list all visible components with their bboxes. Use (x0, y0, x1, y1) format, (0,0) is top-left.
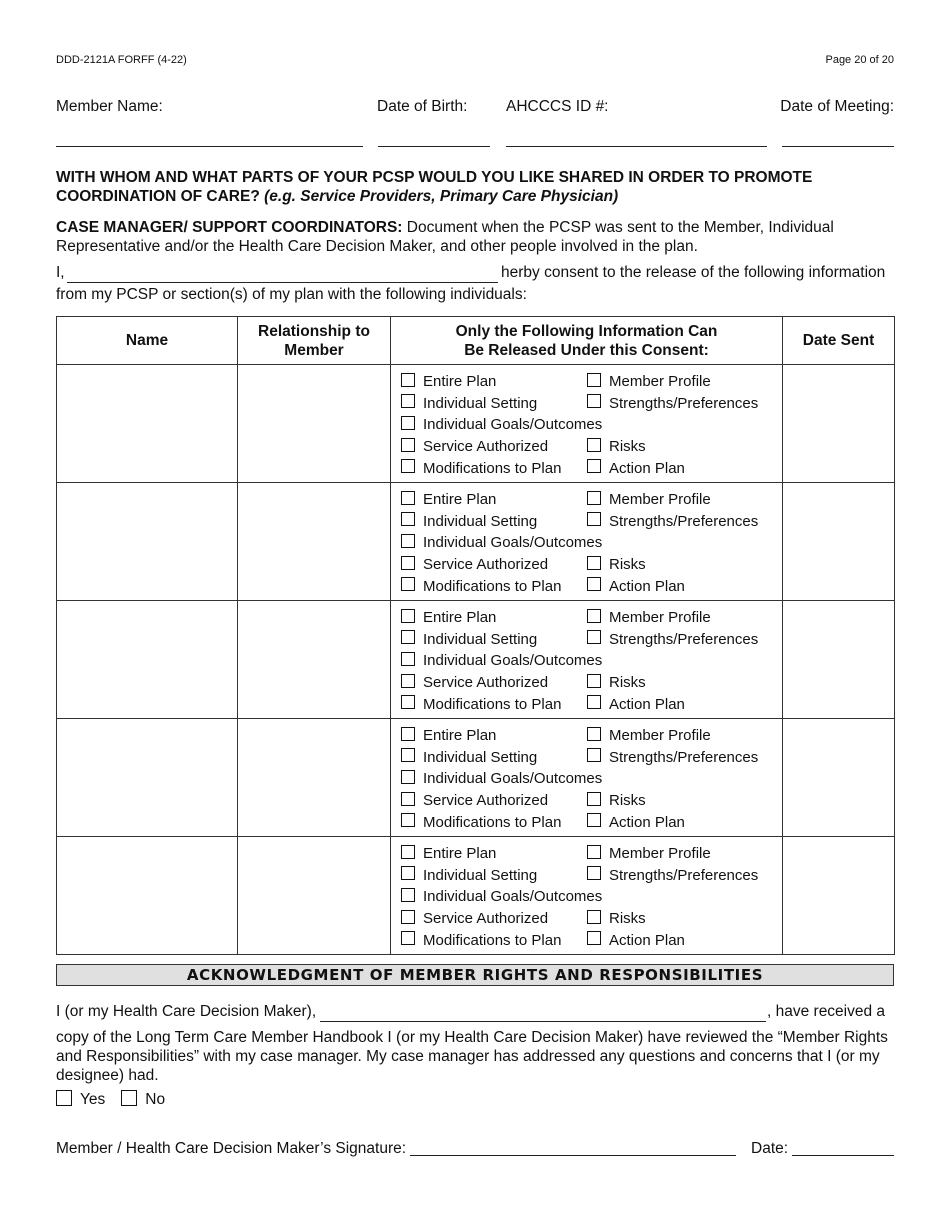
option-strengths-preferences[interactable]: Strengths/Preferences (587, 867, 758, 884)
option-modifications[interactable]: Modifications to Plan (401, 460, 587, 477)
option-strengths-preferences[interactable]: Strengths/Preferences (587, 513, 758, 530)
option-member-profile[interactable]: Member Profile (587, 491, 711, 508)
option-entire-plan[interactable]: Entire Plan (401, 373, 587, 390)
name-cell[interactable] (57, 483, 238, 601)
option-member-profile[interactable]: Member Profile (587, 727, 711, 744)
checkbox[interactable] (401, 394, 415, 408)
option-entire-plan[interactable]: Entire Plan (401, 845, 587, 862)
option-individual-goals[interactable]: Individual Goals/Outcomes (401, 416, 602, 433)
checkbox[interactable] (401, 609, 415, 623)
checkbox[interactable] (587, 792, 601, 806)
checkbox[interactable] (587, 459, 601, 473)
option-action-plan[interactable]: Action Plan (587, 932, 685, 949)
ahcccs-id-field[interactable] (506, 146, 767, 147)
option-service-authorized[interactable]: Service Authorized (401, 792, 587, 809)
checkbox[interactable] (401, 438, 415, 452)
option-risks[interactable]: Risks (587, 674, 646, 691)
option-member-profile[interactable]: Member Profile (587, 373, 711, 390)
table-header-row (57, 317, 895, 365)
relationship-cell[interactable] (238, 837, 391, 955)
checkbox[interactable] (587, 491, 601, 505)
consent-suffix: herby consent to the release of the following information (501, 264, 886, 281)
checkbox[interactable] (401, 866, 415, 880)
info-cell (391, 837, 783, 955)
checkbox[interactable] (401, 888, 415, 902)
option-individual-goals[interactable]: Individual Goals/Outcomes (401, 888, 602, 905)
option-risks[interactable]: Risks (587, 910, 646, 927)
checkbox[interactable] (401, 512, 415, 526)
header-relationship-line1: Relationship to (258, 322, 370, 340)
decision-maker-name-field[interactable] (320, 1021, 766, 1022)
form-id: DDD-2121A FORFF (4-22) (56, 54, 187, 66)
checkbox[interactable] (401, 695, 415, 709)
option-action-plan[interactable]: Action Plan (587, 814, 685, 831)
option-action-plan[interactable]: Action Plan (587, 460, 685, 477)
option-service-authorized[interactable]: Service Authorized (401, 438, 587, 455)
member-name-label: Member Name: (56, 98, 163, 115)
date-of-meeting-label: Date of Meeting: (780, 98, 894, 115)
checkbox[interactable] (401, 792, 415, 806)
checkbox[interactable] (587, 845, 601, 859)
option-modifications[interactable]: Modifications to Plan (401, 932, 587, 949)
no-option[interactable] (121, 1091, 165, 1109)
consent-prefix: I, (56, 264, 65, 281)
info-cell (391, 483, 783, 601)
info-cell (391, 601, 783, 719)
checkbox[interactable] (401, 727, 415, 741)
signature-field[interactable] (410, 1155, 736, 1156)
no-label: No (145, 1091, 166, 1108)
option-individual-setting[interactable]: Individual Setting (401, 395, 587, 412)
header-info (391, 317, 783, 365)
table-row (57, 837, 895, 955)
info-cell (391, 365, 783, 483)
ack-body: copy of the Long Term Care Member Handbook I (or my Health Care Decision Maker) have reviewed the “Member Rights and Responsibilities” with my case manager. My case manager has addressed any questions and concerns that I (or my designee) had. (56, 1029, 888, 1084)
signature-date-field[interactable] (792, 1155, 894, 1156)
case-manager-label: CASE MANAGER/ SUPPORT COORDINATORS: (56, 219, 403, 236)
checkbox[interactable] (587, 373, 601, 387)
consent-table (56, 316, 895, 955)
option-individual-setting[interactable]: Individual Setting (401, 749, 587, 766)
checkbox[interactable] (401, 910, 415, 924)
ahcccs-id-label: AHCCCS ID #: (506, 98, 609, 115)
option-member-profile[interactable]: Member Profile (587, 609, 711, 626)
signature-date-label: Date: (751, 1140, 789, 1157)
checkbox[interactable] (401, 845, 415, 859)
option-service-authorized[interactable]: Service Authorized (401, 556, 587, 573)
date-sent-cell[interactable] (783, 719, 895, 837)
checkbox[interactable] (401, 630, 415, 644)
sharing-question-text: WITH WHOM AND WHAT PARTS OF YOUR PCSP WOULD YOU LIKE SHARED IN ORDER TO PROMOTE COORDINATION OF CARE? (56, 169, 813, 205)
option-individual-goals[interactable]: Individual Goals/Outcomes (401, 652, 602, 669)
option-entire-plan[interactable]: Entire Plan (401, 491, 587, 508)
option-modifications[interactable]: Modifications to Plan (401, 696, 587, 713)
option-individual-goals[interactable]: Individual Goals/Outcomes (401, 770, 602, 787)
sharing-question-example: (e.g. Service Providers, Primary Care Physician) (264, 188, 619, 205)
yes-option[interactable] (56, 1091, 105, 1109)
checkbox[interactable] (587, 512, 601, 526)
header-name: Name (57, 317, 238, 365)
checkbox[interactable] (587, 813, 601, 827)
header-relationship (238, 317, 391, 365)
checkbox[interactable] (587, 394, 601, 408)
checkbox[interactable] (401, 770, 415, 784)
option-individual-setting[interactable]: Individual Setting (401, 513, 587, 530)
option-action-plan[interactable]: Action Plan (587, 578, 685, 595)
date-of-birth-label: Date of Birth: (377, 98, 468, 115)
signature-label: Member / Health Care Decision Maker’s Signature: (56, 1140, 407, 1157)
option-individual-setting[interactable]: Individual Setting (401, 631, 587, 648)
option-action-plan[interactable]: Action Plan (587, 696, 685, 713)
option-entire-plan[interactable]: Entire Plan (401, 727, 587, 744)
option-risks[interactable]: Risks (587, 438, 646, 455)
name-cell[interactable] (57, 601, 238, 719)
table-row (57, 601, 895, 719)
case-manager-text: Document when the PCSP was sent to the Member, Individual Representative and/or the Health Care Decision Maker, and other people involved in the plan. (56, 219, 834, 255)
table-row (57, 719, 895, 837)
checkbox[interactable] (587, 910, 601, 924)
case-manager-note (56, 218, 896, 256)
checkbox[interactable] (401, 373, 415, 387)
name-cell[interactable] (57, 719, 238, 837)
header-date-sent: Date Sent (783, 317, 895, 365)
no-checkbox[interactable] (121, 1090, 137, 1106)
relationship-cell[interactable] (238, 365, 391, 483)
consent-name-field[interactable] (67, 282, 498, 283)
info-cell (391, 719, 783, 837)
date-sent-cell[interactable] (783, 483, 895, 601)
relationship-cell[interactable] (238, 601, 391, 719)
option-individual-setting[interactable]: Individual Setting (401, 867, 587, 884)
option-strengths-preferences[interactable]: Strengths/Preferences (587, 631, 758, 648)
option-risks[interactable]: Risks (587, 556, 646, 573)
checkbox[interactable] (587, 748, 601, 762)
checkbox[interactable] (587, 630, 601, 644)
checkbox[interactable] (401, 534, 415, 548)
yes-label: Yes (80, 1091, 106, 1108)
header-info-line1: Only the Following Information Can (455, 322, 718, 340)
checkbox[interactable] (401, 577, 415, 591)
checkbox[interactable] (401, 931, 415, 945)
ack-prefix: I (or my Health Care Decision Maker), (56, 1003, 317, 1020)
sharing-question (56, 168, 896, 206)
table-row (57, 365, 895, 483)
checkbox[interactable] (587, 609, 601, 623)
option-individual-goals[interactable]: Individual Goals/Outcomes (401, 534, 602, 551)
acknowledgment-title: ACKNOWLEDGMENT OF MEMBER RIGHTS AND RESPONSIBILITIES (56, 964, 894, 986)
date-sent-cell[interactable] (783, 601, 895, 719)
ack-suffix: , have received a (767, 1003, 886, 1020)
option-member-profile[interactable]: Member Profile (587, 845, 711, 862)
checkbox[interactable] (587, 577, 601, 591)
checkbox[interactable] (401, 416, 415, 430)
checkbox[interactable] (587, 438, 601, 452)
member-name-field[interactable] (56, 146, 363, 147)
checkbox[interactable] (587, 931, 601, 945)
option-strengths-preferences[interactable]: Strengths/Preferences (587, 395, 758, 412)
checkbox[interactable] (587, 727, 601, 741)
consent-continuation: from my PCSP or section(s) of my plan with the following individuals: (56, 286, 527, 303)
checkbox[interactable] (587, 674, 601, 688)
table-row (57, 483, 895, 601)
checkbox[interactable] (401, 748, 415, 762)
name-cell[interactable] (57, 365, 238, 483)
name-cell[interactable] (57, 837, 238, 955)
relationship-cell[interactable] (238, 719, 391, 837)
option-strengths-preferences[interactable]: Strengths/Preferences (587, 749, 758, 766)
option-risks[interactable]: Risks (587, 792, 646, 809)
option-modifications[interactable]: Modifications to Plan (401, 814, 587, 831)
checkbox[interactable] (587, 556, 601, 570)
checkbox[interactable] (401, 491, 415, 505)
checkbox[interactable] (401, 674, 415, 688)
checkbox[interactable] (401, 652, 415, 666)
header-info-line2: Be Released Under this Consent: (464, 341, 709, 359)
yes-no-group (56, 1091, 165, 1109)
checkbox[interactable] (401, 556, 415, 570)
option-modifications[interactable]: Modifications to Plan (401, 578, 587, 595)
yes-checkbox[interactable] (56, 1090, 72, 1106)
date-sent-cell[interactable] (783, 365, 895, 483)
date-of-birth-field[interactable] (378, 146, 490, 147)
date-sent-cell[interactable] (783, 837, 895, 955)
checkbox[interactable] (401, 459, 415, 473)
option-service-authorized[interactable]: Service Authorized (401, 910, 587, 927)
page-number: Page 20 of 20 (825, 54, 894, 66)
checkbox[interactable] (587, 866, 601, 880)
option-service-authorized[interactable]: Service Authorized (401, 674, 587, 691)
option-entire-plan[interactable]: Entire Plan (401, 609, 587, 626)
date-of-meeting-field[interactable] (782, 146, 894, 147)
header-relationship-line2: Member (284, 341, 344, 359)
checkbox[interactable] (401, 813, 415, 827)
checkbox[interactable] (587, 695, 601, 709)
relationship-cell[interactable] (238, 483, 391, 601)
